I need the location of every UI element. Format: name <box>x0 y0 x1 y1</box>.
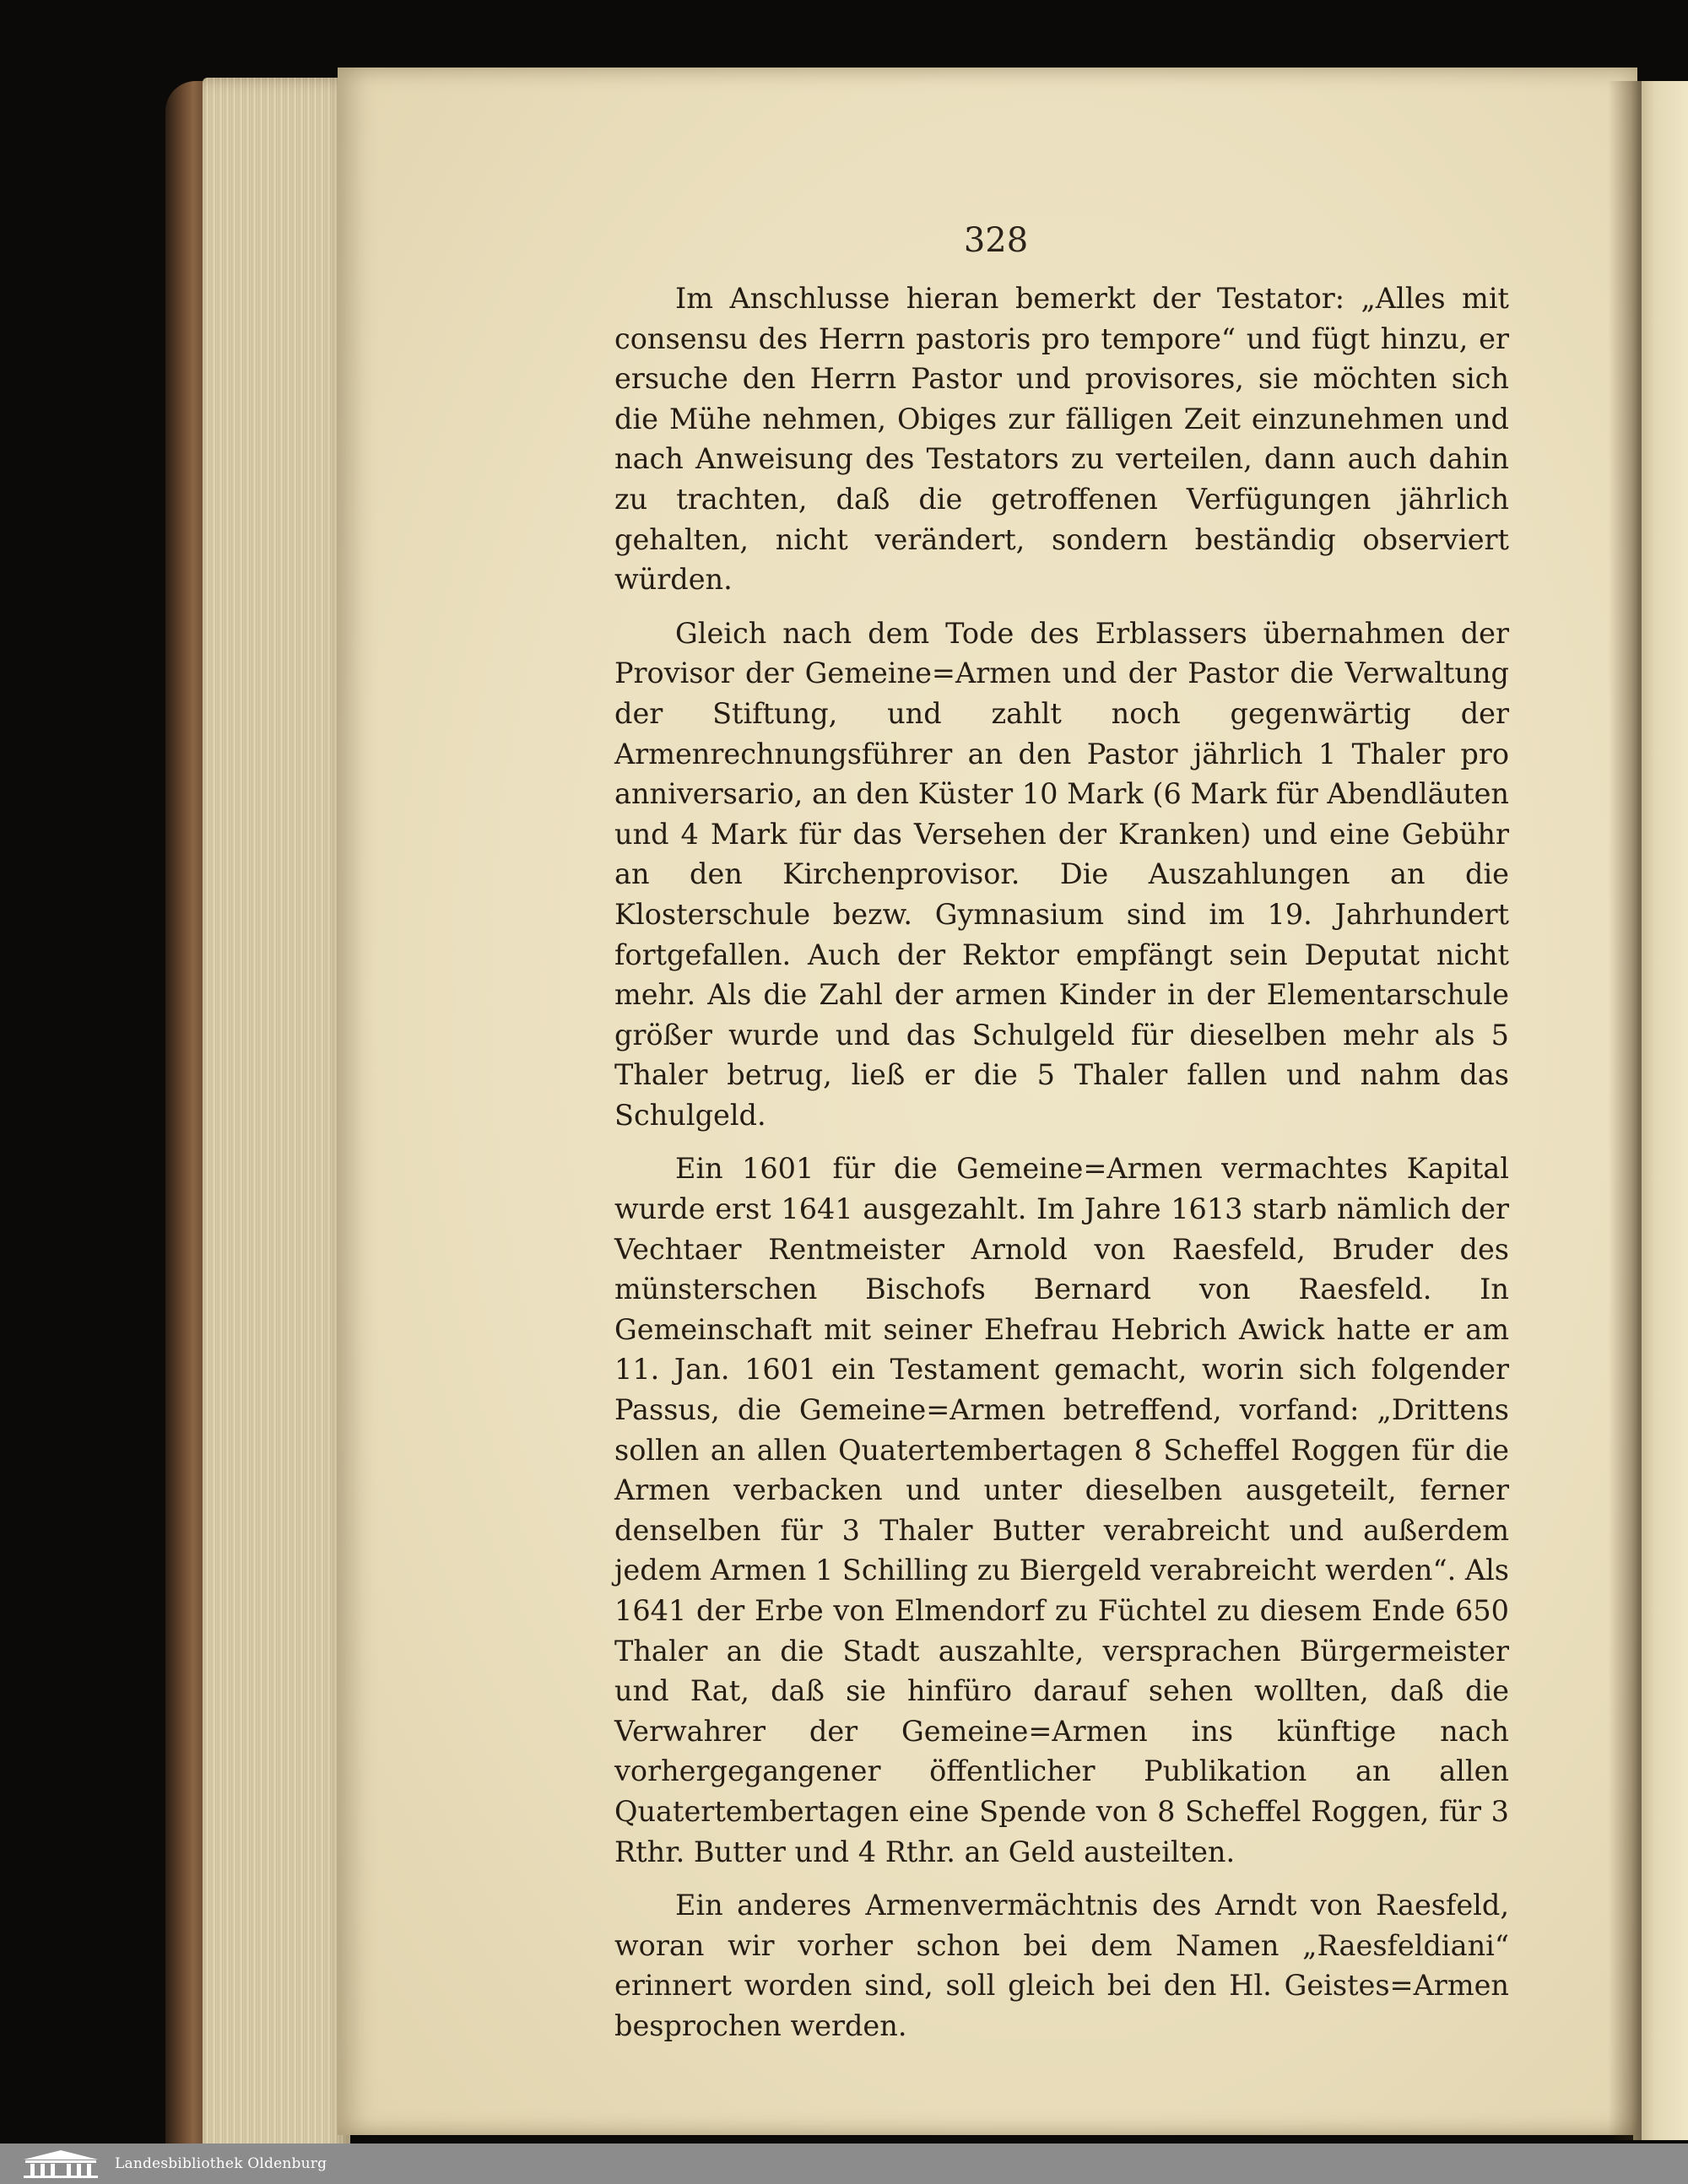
paragraph-4: Ein anderes Armenvermächtnis des Arndt von Raesfeld, woran wir vorher schon bei dem Namen „Raesfeldiani“ erinnert worden sind, soll gleich bei den Hl. Geistes=Armen besprochen werden. <box>614 1889 1509 2042</box>
body-text <box>614 278 1509 2060</box>
book-page-edges <box>203 78 350 2162</box>
library-name: Landesbibliothek Oldenburg <box>115 2155 327 2172</box>
paragraph-2: Gleich nach dem Tode des Erblassers übernahmen der Provisor der Gemeine=Armen und der Pastor die Verwaltung der Stiftung, und zahlt noch gegenwärtig der Armenrechnungsführer an den Pastor jährlich 1 Thaler pro anniversario, an den Küster 10 Mark (6 Mark für Abendläuten und 4 Mark für das Versehen der Kranken) und eine Gebühr an den Kirchenprovisor. Die Auszahlungen an die Klosterschule bezw. Gymnasium sind im 19. Jahrhundert fortgefallen. Auch der Rektor empfängt sein Deputat nicht mehr. Als die Zahl der armen Kinder in der Elementarschule größer wurde und das Schulgeld für dieselben mehr als 5 Thaler betrug, ließ er die 5 Thaler fallen und nahm das Schulgeld. <box>614 616 1509 1132</box>
page-number: 328 <box>963 221 1029 260</box>
gutter-shadow <box>1608 81 1642 2140</box>
library-footer-bar <box>0 2143 1688 2184</box>
paragraph-1: Im Anschlusse hieran bemerkt der Testator: „Alles mit consensu des Herrn pastoris pro tempore“ und fügt hinzu, er ersuche den Herrn Pastor und provisores, sie möchten sich die Mühe nehmen, Obiges zur fälligen Zeit einzunehmen und nach Anweisung des Testators zu verteilen, dann auch dahin zu trachten, daß die getroffenen Verfügungen jährlich gehalten, nicht verändert, sondern beständig observiert würden. <box>614 282 1509 597</box>
paragraph-3: Ein 1601 für die Gemeine=Armen vermachtes Kapital wurde erst 1641 ausgezahlt. Im Jahre 1613 starb nämlich der Vechtaer Rentmeister Arnold von Raesfeld, Bruder des münsterschen Bischofs Bernard von Raesfeld. In Gemeinschaft mit seiner Ehefrau Hebrich Awick hatte er am 11. Jan. 1601 ein Testament gemacht, worin sich folgender Passus, die Gemeine=Armen betreffend, vorfand: „Drittens sollen an allen Quatertembertagen 8 Scheffel Roggen für die Armen verbacken und unter dieselben ausgeteilt, ferner denselben für 3 Thaler Butter verabreicht und außerdem jedem Armen 1 Schilling zu Biergeld verabreicht werden“. Als 1641 der Erbe von Elmendorf zu Füchtel zu diesem Ende 650 Thaler an die Stadt auszahlte, versprachen Bürgermeister und Rat, daß sie hinfüro darauf sehen wollten, daß die Verwahrer der Gemeine=Armen ins künftige nach vorhergegangener öffentlicher Publikation an allen Quatertembertagen eine Spende von 8 Scheffel Roggen, für 3 Rthr. Butter und 4 Rthr. an Geld austeilten. <box>614 1152 1509 1868</box>
library-building-icon <box>19 2148 103 2180</box>
